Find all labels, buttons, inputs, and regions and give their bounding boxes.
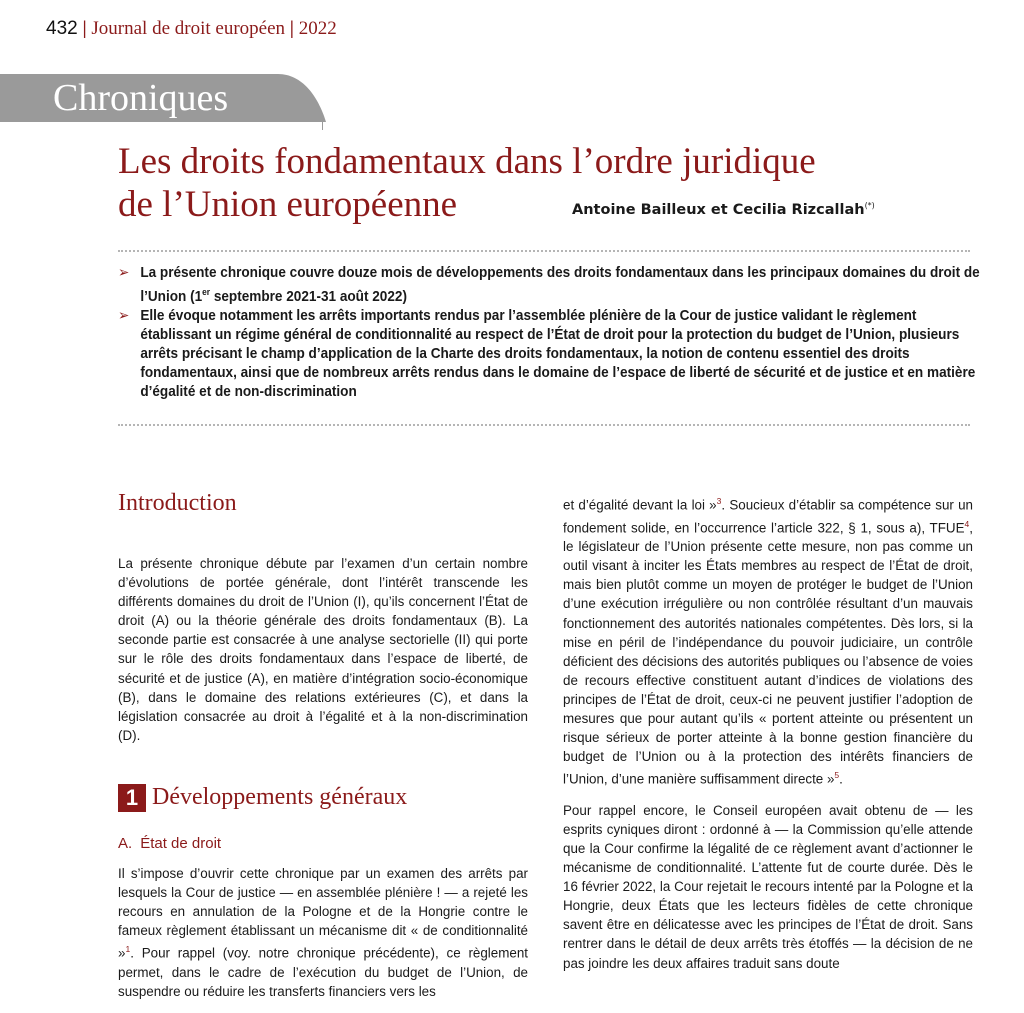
abstract-item-1-text-end: septembre 2021-31 août 2022) (210, 288, 407, 305)
right-column (563, 492, 973, 985)
subsection-a-text-cont: . Pour rappel (voy. notre chronique précédente), ce règlement permet, dans le cadre de l’exécution du budget de l’Union, de suspendre ou réduire les transferts financiers vers les (118, 945, 528, 999)
introduction-heading: Introduction (118, 490, 237, 516)
author-names: Antoine Bailleux et Cecilia Rizcallah (572, 201, 865, 218)
right-paragraph-1 (563, 492, 973, 789)
running-head-separator-2: | (289, 18, 294, 39)
abstract-item-1 (118, 264, 988, 307)
footnote-ref-3[interactable]: 3 (716, 496, 722, 506)
footnote-ref-5[interactable]: 5 (834, 770, 840, 781)
footnote-ref-4[interactable]: 4 (964, 518, 970, 529)
article-title-line-1: Les droits fondamentaux dans l’ordre juridique (118, 141, 816, 182)
right-p1-text-a: et d’égalité devant la loi » (563, 497, 717, 513)
right-p1-text-d: . (839, 771, 843, 787)
section-band (0, 74, 330, 122)
abstract-top-divider (118, 250, 970, 252)
abstract-bottom-divider (118, 424, 970, 426)
abstract-item-1-text: La présente chronique couvre douze mois de développements des droits fondamentaux dans les principaux domaines du droit de l’Union (1 (140, 265, 980, 305)
abstract-item-2 (118, 307, 988, 402)
abstract (118, 264, 980, 402)
introduction-paragraph: La présente chronique débute par l’examen d’un certain nombre d’évolutions de portée générale, dont l’intérêt transcende les différents domaines du droit de l’Union (I), qu’ils concernent l’État de droit (A) ou la théorie générale des droits fondamentaux (B). La seconde partie est consacrée à une analyse sectorielle (II) qui porte sur le rôle des droits fondamentaux dans l’espace de liberté, de sécurité et de justice (A), en matière d’intégration socio-économique (B), dans le domaine des relations extérieures (C), et dans la législation consacrée au droit à l’égalité et à la non-discrimination (D). (118, 556, 528, 743)
subsection-a-text: Il s’impose d’ouvrir cette chronique par un examen des arrêts par lesquels la Cour de justice — en assemblée plénière ! — a rejeté les recours en annulation de la Pologne et de la Hongrie contre le fameux règlement établissant un mécanisme dit « de conditionnalité » (118, 865, 528, 961)
footnote-ref-1[interactable]: 1 (125, 944, 131, 955)
author-note-marker: (*) (864, 201, 875, 210)
section-1-title: Développements généraux (152, 784, 408, 811)
arrow-bullet-icon: ➢ (118, 265, 130, 281)
arrow-bullet-icon: ➢ (118, 307, 130, 324)
subsection-a-paragraph (118, 864, 528, 1001)
running-head-separator: | (82, 18, 87, 39)
section-band-rule (322, 118, 323, 130)
journal-name: Journal de droit européen (91, 18, 286, 39)
article-title-line-2: de l’Union européenne (118, 184, 458, 225)
running-head (46, 18, 337, 40)
subsection-a-letter: A. (118, 834, 133, 852)
subsection-a-heading (118, 835, 528, 852)
authors (572, 201, 875, 218)
section-label: Chroniques (53, 77, 229, 119)
abstract-item-2-text: Elle évoque notamment les arrêts importants rendus par l’assemblée plénière de la Cour de justice validant le règlement établissant un régime général de conditionnalité au respect de l’État de droit pour la protection du budget de l’Union, plusieurs arrêts précisant le champ d’application de la Charte des droits fondamentaux, la notion de contenu essentiel des droits fondamentaux, ainsi que de nombreux arrêts rendus dans le domaine de l’espace de liberté de sécurité et de justice et en matière d’égalité et de non-discrimination (140, 307, 976, 400)
section-1-heading (118, 781, 528, 815)
right-paragraph-2: Pour rappel encore, le Conseil européen avait obtenu de — les esprits cyniques diront : ordonné à — la Commission qu’elle attende que la Cour confirme la légalité de ce règlement avant d’actionner le mécanisme de conditionnalité. L’attente fut de courte durée. Dès le 16 février 2022, la Cour rejetait le recours intenté par la Pologne et la Hongrie, deux États que les lecteurs fidèles de cette chronique savent être en délicatesse avec les principes de l’État de droit. Sans rentrer dans le détail de deux arrêts très étoffés — la décision de ne pas joindre les deux affaires traduit sans doute (563, 802, 973, 971)
subsection-a-title: État de droit (140, 834, 222, 852)
journal-year: 2022 (298, 18, 337, 39)
section-number-badge: 1 (118, 784, 146, 812)
left-column (118, 488, 528, 1013)
abstract-item-1-sup: er (202, 287, 211, 297)
right-p1-text-c: , le législateur de l’Union présente cette mesure, non pas comme un outil visant à inciter les États membres au respect de l’État de droit, mais bien plutôt comme un moyen de protéger le budget de l’Union d’une exécution irrégulière ou non contrôlée résultant d’un mauvais fonctionnement des autorités nationales compétentes. Dès lors, si la mise en péril de l’indépendance du pouvoir judiciaire, un contrôle déficient des décisions des autorités publiques ou l’absence de voies de recours effective constituent autant d’indices de violations des principes de l’État de droit, ceux-ci ne peuvent justifier l’adoption de mesures que pour autant qu’ils « portent atteinte ou présentent un risque sérieux de porter atteinte à la bonne gestion financière du budget de l’Union ou à la protection des intérêts financiers de l’Union, d’une manière suffisamment directe » (563, 520, 973, 787)
right-p1-text-b: . Soucieux d’établir sa compétence sur un fondement solide, en l’occurrence l’article 322, § 1, sous a), TFUE (563, 497, 973, 536)
page-number: 432 (46, 18, 78, 39)
